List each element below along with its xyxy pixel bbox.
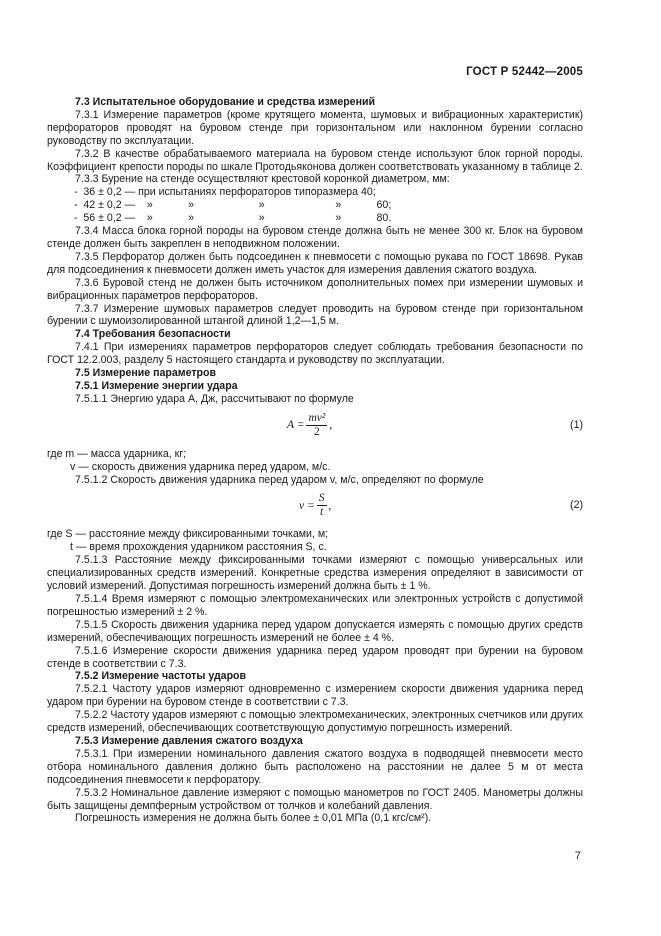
list-item: - 56 ± 0,2 — » » » » 80. xyxy=(74,212,392,225)
paragraph-7-5-3-2: 7.5.3.2 Номинальное давление измеряют с помощью манометров по ГОСТ 2405. Манометры должны быть защищены демпферным устройством от толчков и колебаний давления. xyxy=(47,786,583,812)
paragraph-7-3-7: 7.3.7 Измерение шумовых параметров следует проводить на буровом стенде при горизонтальном бурении с шумоизолированной штангой длиной 1,2—1,5 м. xyxy=(47,302,583,328)
paragraph-7-5-1-5: 7.5.1.5 Скорость движения ударника перед ударом допускается измерять с помощью других средств измерений, обеспечивающих погрешность измерений не более ± 4 %. xyxy=(47,618,583,644)
where-line: где S — расстояние между фиксированными точками, м; xyxy=(47,528,329,541)
paragraph-7-5-3-1: 7.5.3.1 При измерении номинального давления сжатого воздуха в подводящей пневмосети место отбора номинального давления должно быть расположено на расстоянии не далее 5 м от места подсоединения пневмосети к перфоратору. xyxy=(47,747,583,786)
section-heading-7-5-3: 7.5.3 Измерение давления сжатого воздуха xyxy=(75,734,303,747)
page-number: 7 xyxy=(574,850,581,862)
paragraph-7-5-2-2: 7.5.2.2 Частоту ударов измеряют с помощью электромеханических, электронных счетчиков или других средств измерений, обеспечивающих соответствующую допустимую погрешность измерений. xyxy=(47,709,583,735)
formula-2-expression: v = $\frac{S}{t}$ , xyxy=(299,492,332,519)
paragraph-7-3-4: 7.3.4 Масса блока горной породы на буровом стенде должна быть не менее 300 кг. Блок на буровом стенде должен быть закреплен в неподвижном положении. xyxy=(47,225,583,250)
list-item: - 36 ± 0,2 — при испытаниях перфораторов типоразмера 40; xyxy=(74,186,376,199)
paragraph-7-5-1-6: 7.5.1.6 Измерение скорости движения ударника перед ударом проводят при бурении на буровом стенде в соответствии с 7.3. xyxy=(47,644,583,670)
paragraph-7-5-1-4: 7.5.1.4 Время измеряют с помощью электромеханических или электронных устройств с допустимой погрешностью измерений ± 2 %. xyxy=(47,593,583,618)
where-line: v — скорость движения ударника перед ударом, м/с. xyxy=(70,460,331,473)
formula-1-lhs: A = xyxy=(287,418,305,431)
list-item: - 42 ± 0,2 — » » » » 60; xyxy=(74,199,392,212)
formula-2 xyxy=(47,490,583,524)
section-heading-7-4: 7.4 Требования безопасности xyxy=(75,328,231,341)
paragraph-7-3-6: 7.3.6 Буровой стенд не должен быть источником дополнительных помех при измерении шумовых и вибрационных параметров перфораторов. xyxy=(47,276,583,302)
document-body xyxy=(47,96,583,825)
document-header: ГОСТ Р 52442—2005 xyxy=(466,66,583,78)
formula-2-number: (2) xyxy=(570,499,583,512)
formula-1-number: (1) xyxy=(570,418,583,431)
formula-1-numerator: mv² xyxy=(308,411,326,424)
paragraph-accuracy: Погрешность измерения не должна быть более ± 0,01 МПа (0,1 кгс/см²). xyxy=(75,812,432,825)
paragraph-7-4-1: 7.4.1 При измерениях параметров перфораторов следует соблюдать требования безопасности по ГОСТ 12.2.003, разделу 5 настоящего стандарта и руководству по эксплуатации. xyxy=(47,341,583,367)
paragraph-7-5-1-1: 7.5.1.1 Энергию удара A, Дж, рассчитывают по формуле xyxy=(75,392,354,405)
paragraph-7-3-1: 7.3.1 Измерение параметров (кроме крутящего момента, шумовых и вибрационных характеристик) перфораторов проводят на буровом стенде при горизонтальном или наклонном бурении согласно руководству по эксплуатации. xyxy=(47,108,583,147)
section-heading-7-5: 7.5 Измерение параметров xyxy=(75,367,217,380)
paragraph-7-3-3: 7.3.3 Бурение на стенде осуществляют крестовой коронкой диаметром, мм: xyxy=(75,173,450,186)
paragraph-7-5-1-2: 7.5.1.2 Скорость движения ударника перед ударом v, м/с, определяют по формуле xyxy=(75,473,484,486)
formula-2-numerator: S xyxy=(318,492,325,505)
formula-1 xyxy=(47,410,583,444)
paragraph-7-3-2: 7.3.2 В качестве обрабатываемого материала на буровом стенде используют блок горной породы. Коэффициент крепости породы по шкале Протодьяконова должен соответствовать указанному в таблице 2. xyxy=(47,147,583,173)
formula-1-denominator: 2 xyxy=(314,425,320,438)
formula-2-lhs: v = xyxy=(299,499,315,512)
formula-2-denominator: t xyxy=(320,506,324,519)
where-line: где m — масса ударника, кг; xyxy=(47,447,187,460)
section-heading-7-5-2: 7.5.2 Измерение частоты ударов xyxy=(75,670,247,683)
paragraph-7-5-2-1: 7.5.2.1 Частоту ударов измеряют одновременно с измерением скорости движения ударника перед ударом при бурении на буровом стенде в соответствии с 7.3. xyxy=(47,683,583,709)
paragraph-7-3-5: 7.3.5 Перфоратор должен быть подсоединен к пневмосети с помощью рукава по ГОСТ 18698. Рукав для подсоединения к пневмосети должен иметь участок для измерения давления сжатого воздуха. xyxy=(47,250,583,276)
formula-1-expression: A = $\frac{\text{mv²}}{2}$ , xyxy=(287,411,333,438)
paragraph-7-5-1-3: 7.5.1.3 Расстояние между фиксированными точками измеряют с помощью универсальных или специализированных средств измерений. Конкретные средства измерения определяют в зависимости от условий измерений. Допустимая погрешность измерений должна быть ± 1 %. xyxy=(47,554,583,593)
section-heading-7-3: 7.3 Испытательное оборудование и средства измерений xyxy=(75,96,375,108)
formula-2-fraction xyxy=(317,492,327,519)
section-heading-7-5-1: 7.5.1 Измерение энергии удара xyxy=(75,379,238,392)
formula-1-fraction xyxy=(306,412,327,439)
where-line: t — время прохождения ударником расстояния S, с. xyxy=(70,541,327,554)
